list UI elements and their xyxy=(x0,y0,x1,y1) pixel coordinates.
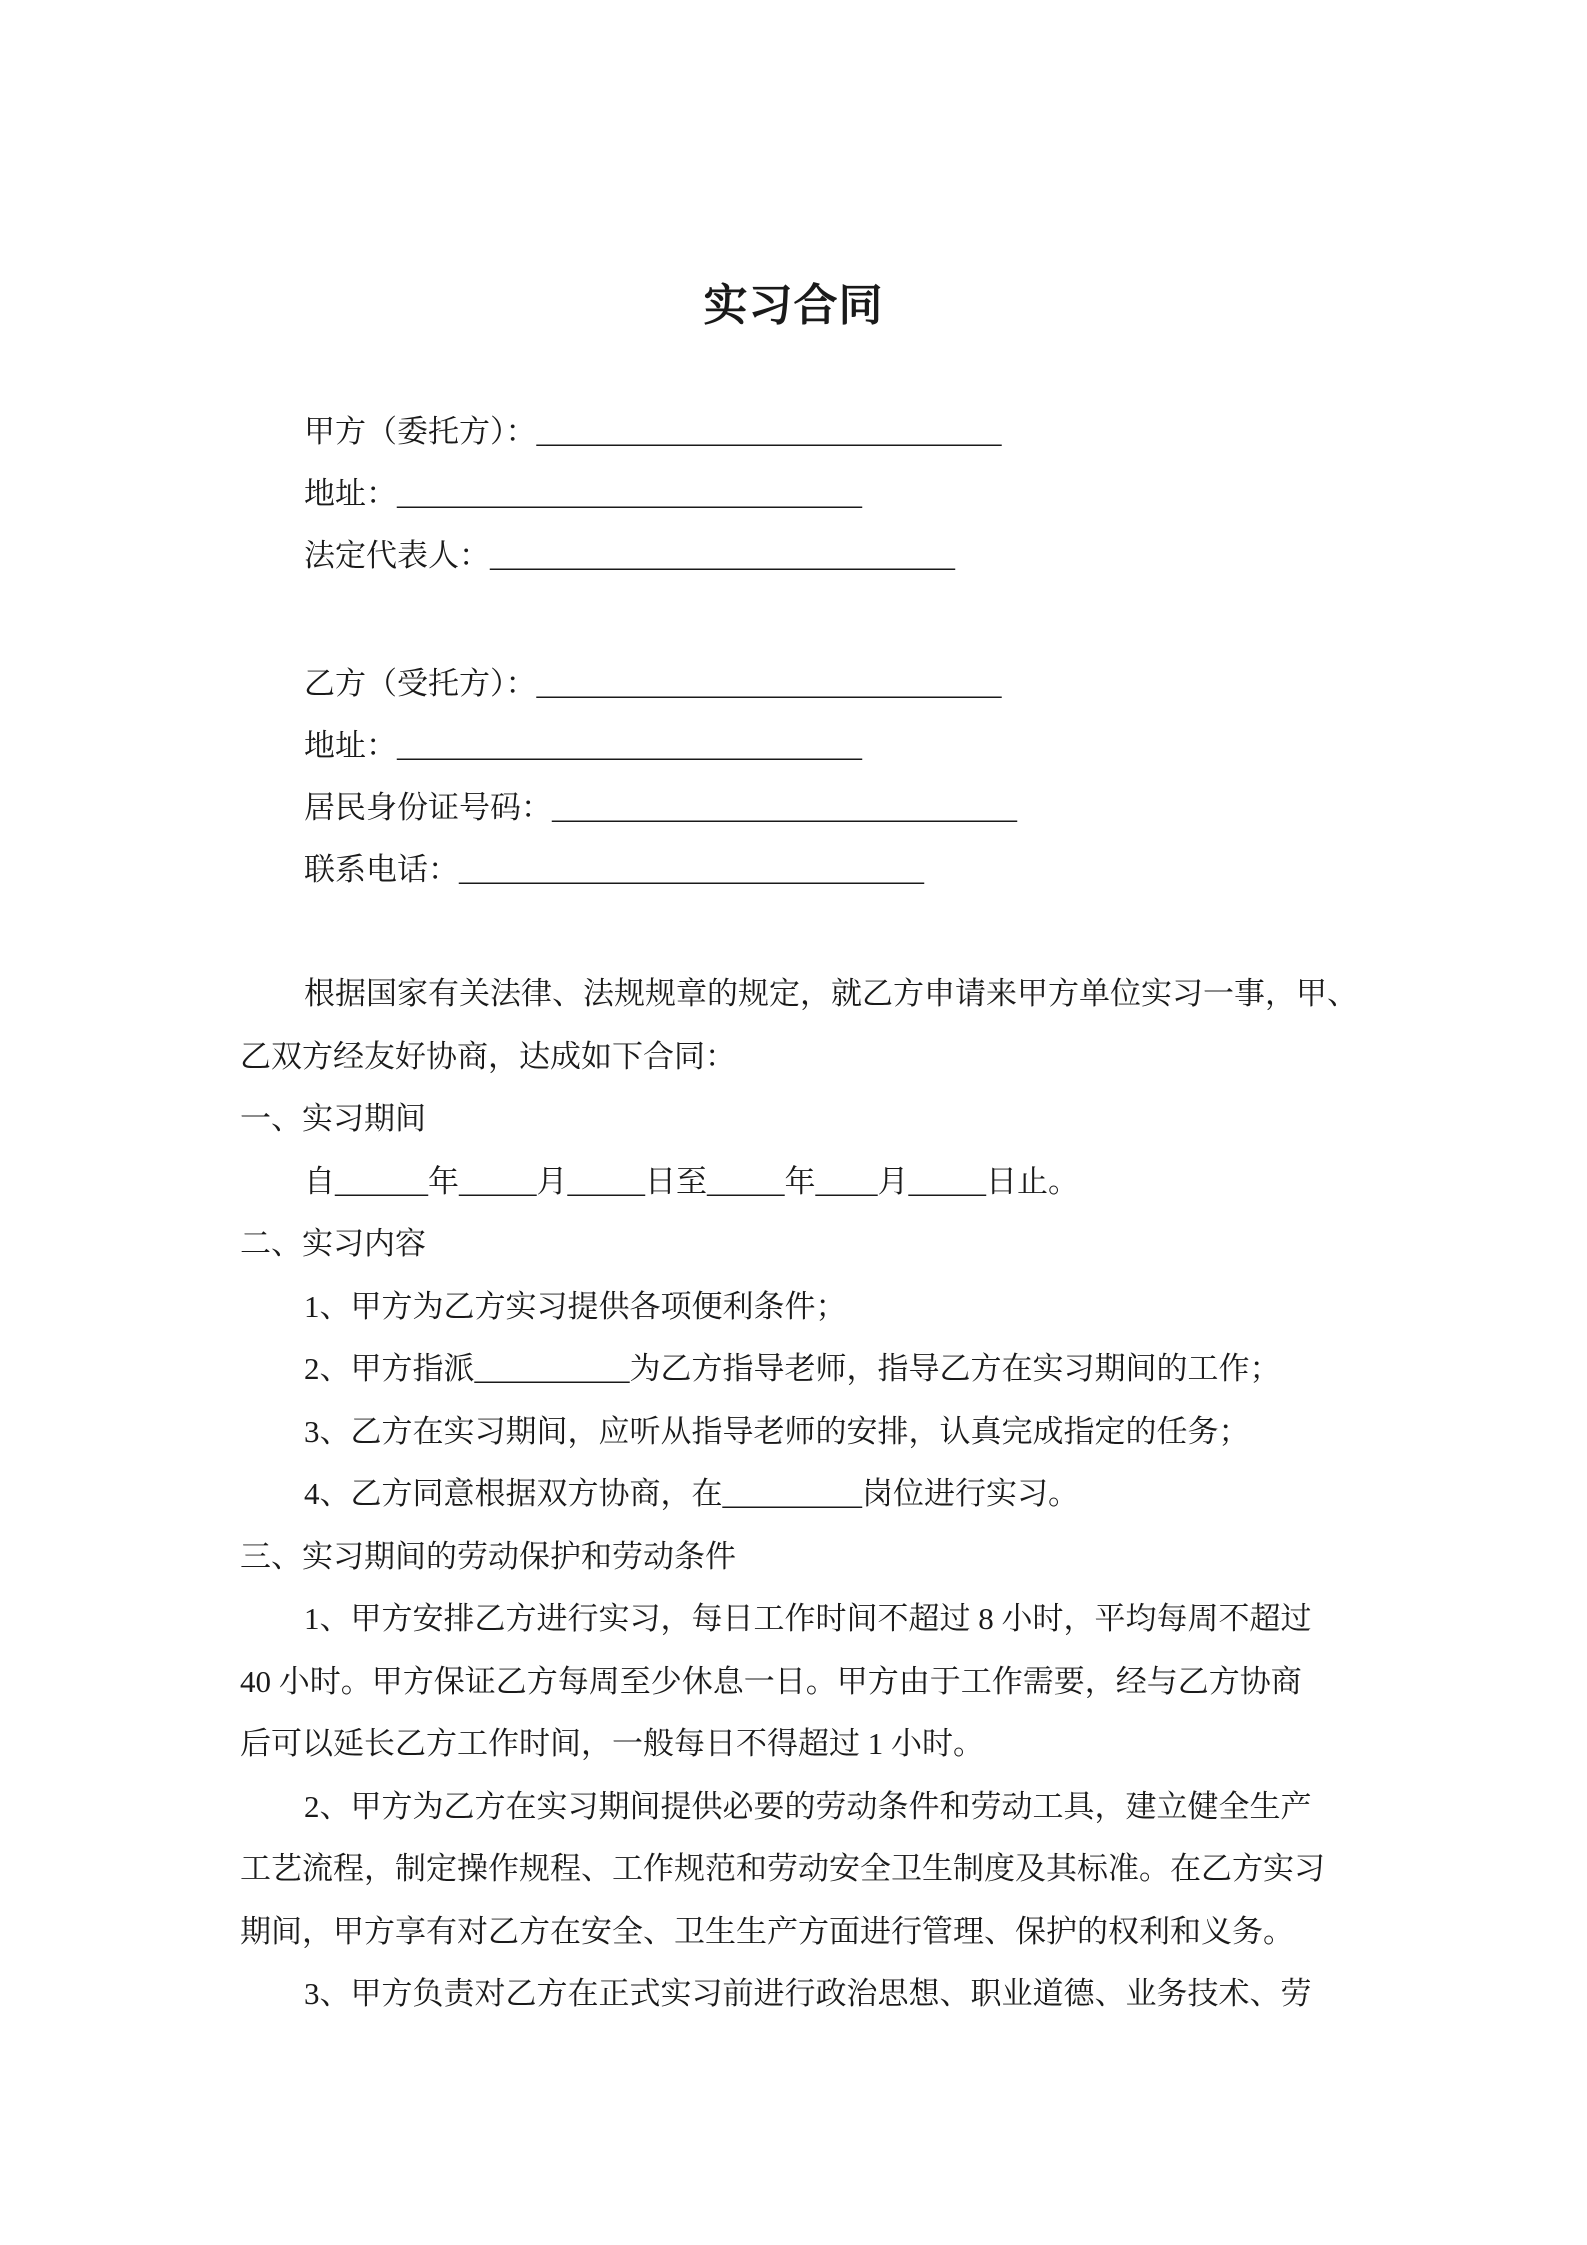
text-line: 4、乙方同意根据双方协商，在_________岗位进行实习。 xyxy=(304,1476,1079,1511)
text-line: 一、实习期间 xyxy=(240,1101,426,1136)
form-field-row xyxy=(240,401,1347,463)
text-line: 工艺流程，制定操作规程、工作规范和劳动安全卫生制度及其标准。在乙方实习 xyxy=(240,1851,1325,1886)
field-label: 居民身份证号码： xyxy=(304,790,552,825)
field-blank-line: ______________________________ xyxy=(459,852,924,887)
text-line: 乙双方经友好协商，达成如下合同： xyxy=(240,1038,736,1074)
text-line: 3、甲方负责对乙方在正式实习前进行政治思想、职业道德、业务技术、劳 xyxy=(304,1976,1312,2011)
party-a-block xyxy=(240,401,1347,587)
field-label: 法定代表人： xyxy=(304,538,490,573)
text-line: 期间，甲方享有对乙方在安全、卫生生产方面进行管理、保护的权利和义务。 xyxy=(240,1913,1294,1949)
field-label: 联系电话： xyxy=(304,852,459,887)
field-label: 地址： xyxy=(304,476,397,511)
field-label: 地址： xyxy=(304,728,397,763)
text-line: 二、实习内容 xyxy=(240,1226,426,1261)
contract-body xyxy=(240,963,1358,2026)
text-line: 40 小时。甲方保证乙方每周至少休息一日。甲方由于工作需要，经与乙方协商 xyxy=(240,1663,1302,1699)
field-blank-line: ______________________________ xyxy=(397,728,862,763)
field-blank-line: ______________________________ xyxy=(397,476,862,511)
form-field-row xyxy=(240,715,1347,777)
field-blank-line: ______________________________ xyxy=(536,414,1002,449)
form-field-row xyxy=(240,525,1347,587)
text-line: 1、甲方为乙方实习提供各项便利条件； xyxy=(304,1288,847,1324)
text-line: 1、甲方安排乙方进行实习，每日工作时间不超过 8 小时，平均每周不超过 xyxy=(304,1601,1312,1636)
field-label: 乙方（受托方）： xyxy=(304,666,537,701)
text-line: 3、乙方在实习期间，应听从指导老师的安排，认真完成指定的任务； xyxy=(304,1413,1250,1449)
text-line: 三、实习期间的劳动保护和劳动条件 xyxy=(240,1538,736,1574)
party-b-block xyxy=(240,653,1347,901)
field-blank-line: ______________________________ xyxy=(490,538,955,573)
text-line: 后可以延长乙方工作时间，一般每日不得超过 1 小时。 xyxy=(240,1726,984,1761)
text-line: 自______年_____月_____日至_____年____月_____日止。 xyxy=(304,1163,1079,1199)
field-label: 甲方（委托方）： xyxy=(304,414,537,449)
document-title: 实习合同 xyxy=(703,281,884,330)
form-field-row xyxy=(240,839,1347,901)
text-line: 2、甲方为乙方在实习期间提供必要的劳动条件和劳动工具，建立健全生产 xyxy=(304,1788,1312,1824)
field-blank-line: ______________________________ xyxy=(536,666,1002,701)
text-line: 2、甲方指派__________为乙方指导老师，指导乙方在实习期间的工作； xyxy=(304,1351,1281,1386)
form-field-row xyxy=(240,463,1347,525)
form-field-row xyxy=(240,653,1347,715)
text-line: 根据国家有关法律、法规规章的规定，就乙方申请来甲方单位实习一事，甲、 xyxy=(304,976,1358,1011)
form-field-row xyxy=(240,777,1347,839)
field-blank-line: ______________________________ xyxy=(552,790,1017,825)
